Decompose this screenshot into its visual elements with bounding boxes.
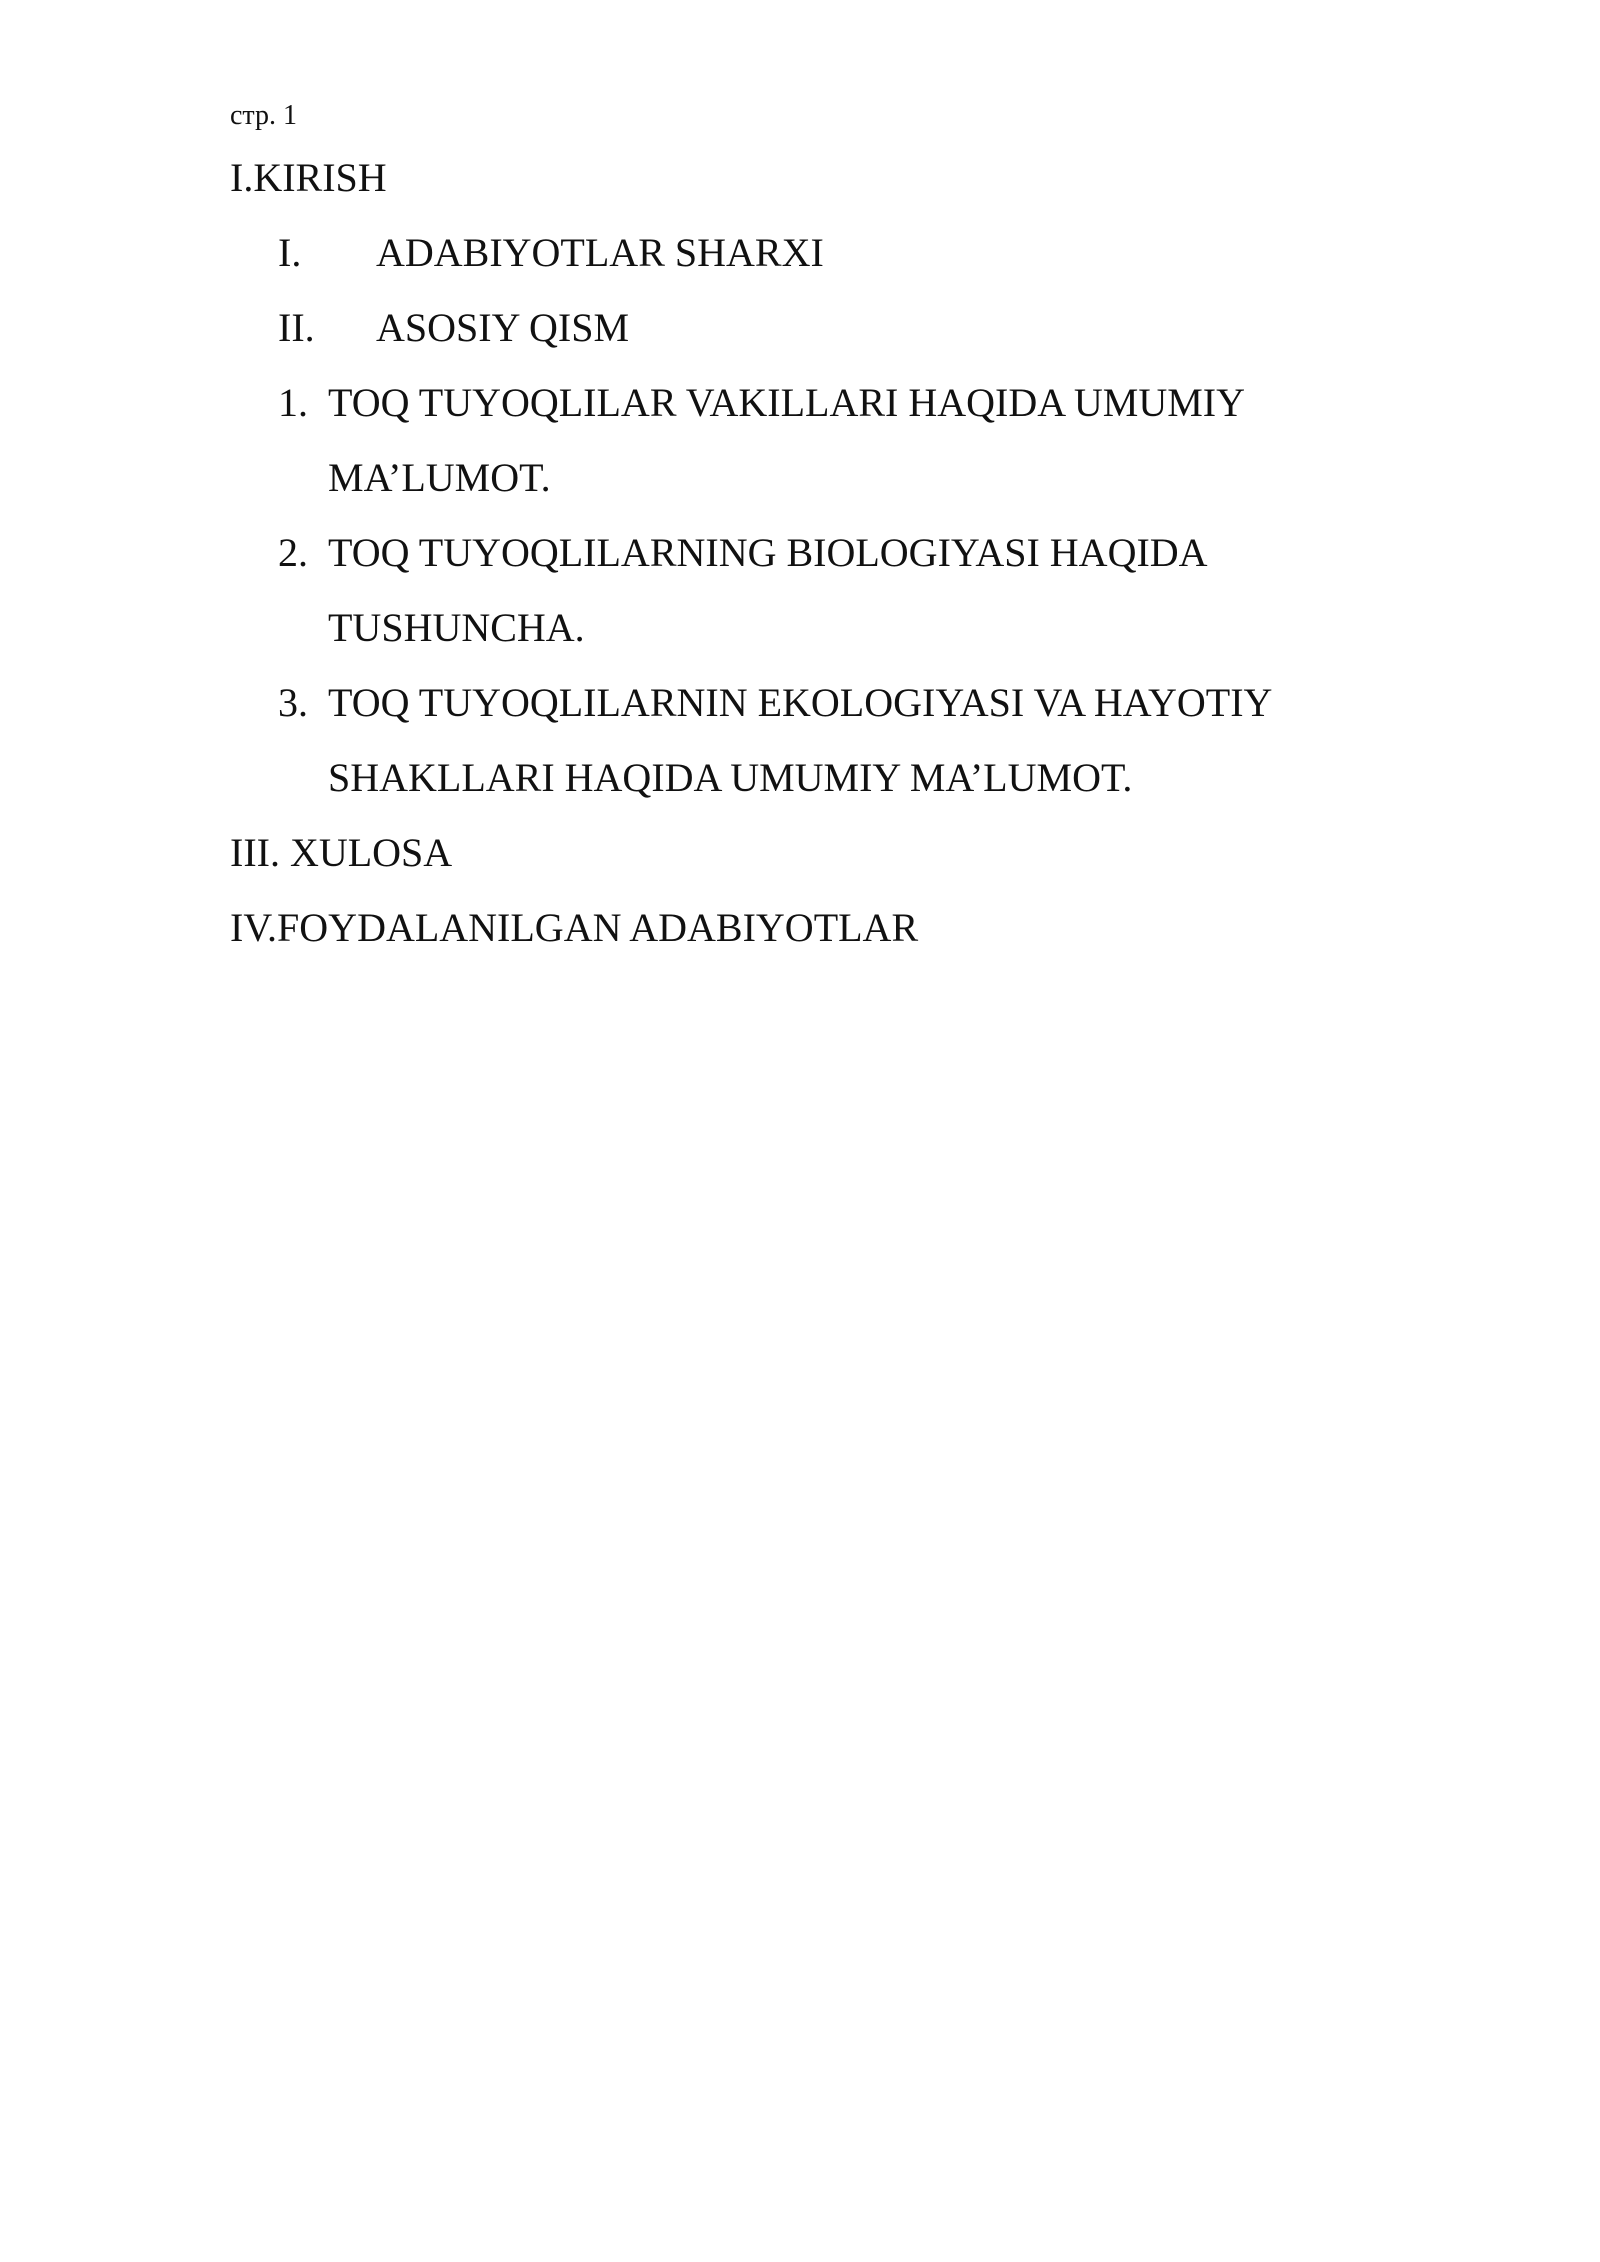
toc-item-text: SHAKLLARI HAQIDA UMUMIY MA’LUMOT. [328, 755, 1133, 800]
toc-intro: I.KIRISH [230, 155, 387, 200]
toc-roman-text: ASOSIY QISM [376, 305, 630, 350]
toc-item-text: TOQ TUYOQLILARNING BIOLOGIYASI HAQIDA [328, 530, 1208, 575]
toc-item-number: 1. [278, 380, 308, 425]
toc-roman-text: ADABIYOTLAR SHARXI [376, 230, 824, 275]
toc-item-text: TOQ TUYOQLILARNIN EKOLOGIYASI VA HAYOTIY [328, 680, 1273, 725]
toc-item-text: TUSHUNCHA. [328, 605, 585, 650]
toc-references: IV.FOYDALANILGAN ADABIYOTLAR [230, 905, 919, 950]
toc-item-number: 2. [278, 530, 308, 575]
toc-item-text: TOQ TUYOQLILAR VAKILLARI HAQIDA UMUMIY [328, 380, 1246, 425]
toc-roman-number: II. [278, 305, 315, 350]
page-number-label: стр. 1 [230, 100, 298, 131]
toc-roman-number: I. [278, 230, 302, 275]
toc-item-text: MA’LUMOT. [328, 455, 551, 500]
toc-conclusion: III. XULOSA [230, 830, 453, 875]
toc-item-number: 3. [278, 680, 308, 725]
